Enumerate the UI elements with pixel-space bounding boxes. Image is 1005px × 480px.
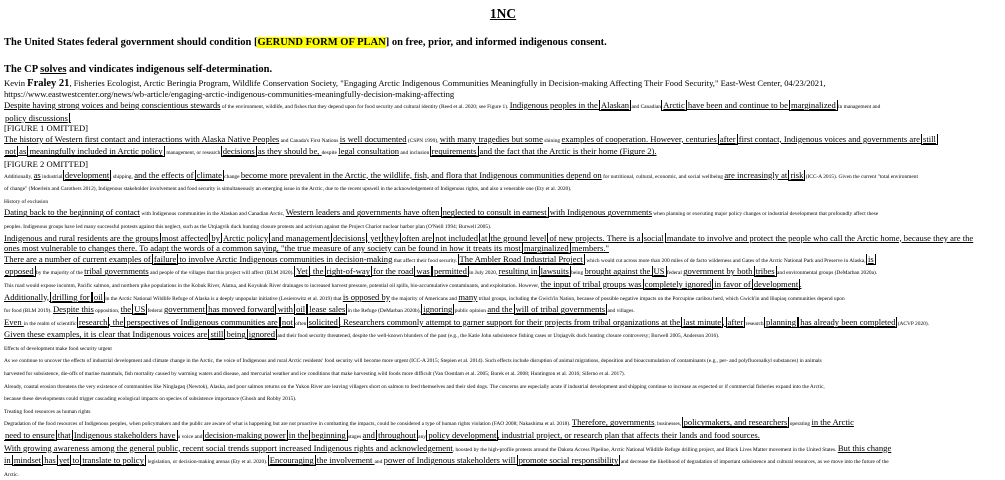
boxed-highlight: Yet xyxy=(296,266,308,277)
boxed-highlight: tribes xyxy=(755,266,775,277)
citation-author-year: Fraley 21 xyxy=(27,78,70,89)
card-line xyxy=(4,329,1002,342)
underlined-text: and xyxy=(362,430,378,441)
boxed-highlight: failure xyxy=(153,253,177,264)
boxed-highlight: permitted xyxy=(433,266,467,277)
cp-tag-end: and vindicates indigenous self-determination. xyxy=(66,64,273,75)
underlined-text: , industrial project, or research plan that affects their lands and food sources. xyxy=(497,430,760,441)
underlined-text: government by both xyxy=(683,266,755,277)
boxed-highlight: policymakers, and researchers xyxy=(683,417,788,428)
boxed-highlight: most affected xyxy=(161,232,209,243)
boxed-highlight: the ground level xyxy=(490,232,547,243)
card-line xyxy=(4,243,1002,254)
card-line xyxy=(4,455,1002,468)
boxed-highlight: not xyxy=(281,316,293,327)
underlined-text: But this change xyxy=(837,442,892,453)
underlined-text: Indigenous and rural residents are the groups xyxy=(4,232,161,243)
small-text: in the Refuge (DeMarban 2020b), xyxy=(346,308,423,315)
underlined-text: is opposed by xyxy=(342,291,391,302)
boxed-highlight: yet xyxy=(58,455,70,466)
underlined-text: . Researchers commonly attempt to garner support for their projects from tribal organizations at the xyxy=(338,316,683,327)
small-text: and xyxy=(374,459,384,466)
small-text: and decrease the likelihood of degradation of important subsistence and cultural resources, as we move into the future of the xyxy=(619,459,889,466)
boxed-highlight: Indigenous stakeholders have xyxy=(73,430,176,441)
underlined-text: the input of tribal groups was xyxy=(540,278,644,289)
small-text: in the realm of scientific xyxy=(23,320,78,327)
small-text: and people of the villages that this project will affect (BLM 2020). xyxy=(148,270,296,277)
boxed-highlight: development xyxy=(753,278,799,289)
boxed-highlight: was xyxy=(416,266,430,277)
underlined-text: , xyxy=(722,316,727,327)
boxed-highlight: development xyxy=(64,169,110,180)
card-line xyxy=(4,430,1002,443)
boxed-highlight: perspectives of Indigenous communities are xyxy=(126,316,278,327)
underlined-text: tribal governments xyxy=(84,266,149,277)
underlined-text: to involve Arctic Indigenous communities in decision-making xyxy=(177,253,393,264)
small-text: Arctic. xyxy=(4,471,19,478)
plan-placeholder-highlight: GERUND FORM OF PLAN xyxy=(257,37,386,48)
small-text: , boosted by the high-profile protests around the Dakota Access Pipeline, Arctic National Wildlife Refuge drilling project, and Black Lives Matter movement in the United States. xyxy=(452,446,838,453)
boxed-highlight: marginalized xyxy=(791,100,836,110)
underlined-text: With growing awareness among the general public, recent social trends support increased Indigenous rights and acknowledgement xyxy=(4,442,453,453)
boxed-highlight: oil xyxy=(296,304,306,315)
boxed-highlight: ignoring xyxy=(423,304,453,315)
plan-text xyxy=(4,36,1002,49)
small-text: for nutritional, cultural, economic, and social wellbeing xyxy=(601,173,725,180)
small-text: with Indigenous communities in the Alaskan and Canadian Arctic, xyxy=(140,211,286,218)
underlined-text: Given these examples, it is clear that Indigenous voices are xyxy=(4,329,210,340)
small-text: of change" (Moerlein and Carothers 2012), Indigenous stakeholder involvement and food security is simultaneously an emerging issue in the Arctic, due to the recent upswell in the acknowledgement of Indigenous rights, and also a venerable one (Ety et al. 2020). xyxy=(4,186,572,193)
card-line xyxy=(4,342,1002,355)
underlined-text: Despite this xyxy=(52,304,94,315)
small-text: , which would cut across more than 200 miles of de facto wilderness and Gates of the Arctic National Park and Preserve in Alaska, xyxy=(583,257,867,264)
underlined-text: power of Indigenous stakeholders will xyxy=(383,455,518,466)
card-line xyxy=(4,254,1002,267)
boxed-highlight: solicited xyxy=(308,316,338,327)
boxed-highlight: beginning xyxy=(311,430,346,441)
small-text: that affect their food security. xyxy=(392,257,459,264)
boxed-highlight: throughout xyxy=(378,430,416,441)
boxed-highlight: neglected to consult in earnest xyxy=(442,207,547,218)
underlined-text: brought against the xyxy=(584,266,653,277)
small-text: and villages. xyxy=(606,308,635,315)
citation-author-first: Kevin xyxy=(4,78,28,88)
card-line xyxy=(4,170,1002,183)
boxed-highlight: US xyxy=(653,266,665,277)
small-text: operating xyxy=(788,421,812,428)
underlined-text: being xyxy=(224,329,248,340)
card-line xyxy=(4,443,1002,456)
card-line xyxy=(4,405,1002,418)
card-line xyxy=(4,195,1002,208)
underlined-text: government xyxy=(163,304,208,315)
underlined-text: in favor of xyxy=(712,278,753,289)
underlined-text: Dating back to the beginning of contact xyxy=(4,207,141,218)
underlined-text: have been and continue to be xyxy=(685,100,791,110)
boxed-highlight: planning xyxy=(765,316,797,327)
small-text: Treating food resources as human rights xyxy=(4,408,91,415)
card-line xyxy=(4,123,1002,134)
underlined-text: that xyxy=(55,430,73,441)
small-text: Already, coastal erosion threatens the very existence of communities like Ninglagaq (Newtok), Alaska, and poor salmon returns on the Yukon River are leaving villagers short on salmon to feed themselves and their sled dogs. The concerns are especially acute if industrial development and shipping continue to increase as expected or if commercial fisheries expand into the Arctic, xyxy=(4,383,825,390)
card-line xyxy=(4,380,1002,393)
underlined-text: as xyxy=(33,169,41,180)
underlined-text: legal consultation xyxy=(338,146,400,157)
small-text: public opinion xyxy=(453,308,488,315)
underlined-text: There are a number of current examples of xyxy=(4,253,153,264)
underlined-text: , the xyxy=(108,316,126,327)
underlined-text: at xyxy=(479,232,490,243)
label-text: [FIGURE 2 OMITTED] xyxy=(4,158,89,169)
small-text: tribal groups, including the Gwich'in Nation, because of possible negative impacts on the Porcupine caribou herd, which Gwich'in and Iñupiaq communities depend upon xyxy=(477,295,845,302)
underlined-text: , the xyxy=(308,266,326,277)
boxed-highlight: still xyxy=(923,133,936,144)
card-line xyxy=(4,317,1002,330)
boxed-highlight: after xyxy=(719,133,736,144)
document-page xyxy=(4,0,1002,480)
underlined-text: become more prevalent in the Arctic, the wildlife, fish, and flora that Indigenous communities depend on xyxy=(240,169,602,180)
boxed-highlight: Arctic policy xyxy=(223,232,269,243)
small-text: harvested for subsistence, die-offs of marine mammals, fish mortality caused by warming waters and disease, and mercurial weather and ice conditions that make harvesting wild foods more difficult (Van Oostdam et al. 2005; Burek et al. 2008; Huntington et al. 2016; Siferno et al. 2017). xyxy=(4,371,626,378)
underlined-text: the xyxy=(120,304,134,315)
underlined-text: many xyxy=(458,291,478,302)
small-text: despite xyxy=(321,150,339,157)
card-line xyxy=(4,100,1002,113)
boxed-highlight: Encouraging xyxy=(269,455,314,466)
boxed-highlight: after xyxy=(727,316,744,327)
underlined-text: , yet xyxy=(365,232,383,243)
small-text: of the environment, wildlife, and fishes that they depend upon for food security and cultural identity (Reed et al. 2020; see Figure 1). xyxy=(220,104,510,110)
underlined-text: has xyxy=(42,455,58,466)
boxed-highlight: mindset xyxy=(13,455,42,466)
boxed-highlight: meaningfully included in Arctic policy xyxy=(29,146,163,157)
citation-url: https://www.eastwestcenter.org/news/wb-article/engaging-arctic-indigenous-communities-meaningfully-decision-making-affecting xyxy=(4,89,455,99)
underlined-text: as they should be, xyxy=(255,146,322,157)
boxed-highlight: has moved forward xyxy=(208,304,275,315)
boxed-highlight: not included xyxy=(435,232,478,243)
boxed-highlight: right-of-way xyxy=(326,266,371,277)
boxed-highlight: is xyxy=(867,253,874,264)
boxed-highlight: not xyxy=(5,146,16,157)
underlined-text: by xyxy=(209,232,223,243)
underlined-text: The history of Western first contact and interactions with Alaska Native Peoples xyxy=(4,133,280,144)
boxed-highlight: The Ambler Road Industrial Project xyxy=(459,253,583,264)
cp-tag-start: The CP xyxy=(4,64,41,75)
small-text: any xyxy=(416,434,428,441)
small-text: (ACVP 2020). xyxy=(896,320,929,327)
underlined-text: . xyxy=(68,112,71,123)
card-line xyxy=(4,220,1002,233)
boxed-highlight: opposed xyxy=(5,266,34,277)
underlined-text: examples of cooperation. However, centuries xyxy=(561,133,719,144)
underlined-text: first contact, Indigenous voices and governments are xyxy=(736,133,923,144)
underlined-text: with xyxy=(275,304,296,315)
small-text: often xyxy=(293,320,308,327)
boxed-highlight: social xyxy=(643,232,664,243)
small-text: by the majority of the xyxy=(34,270,85,277)
small-text: when planning or executing major policy changes or industrial development that profoundly affect these xyxy=(651,211,879,218)
small-text: and environmental groups (DeMarban 2020a). xyxy=(775,270,878,277)
boxed-highlight: promote social responsibility xyxy=(518,455,619,466)
small-text: because these developments could trigger cascading ecological impacts on species of subsistence importance (Ghosh and Robby 2015). xyxy=(4,396,297,403)
underlined-text: resulting in xyxy=(498,266,540,277)
small-text: stages xyxy=(346,434,363,441)
boxed-highlight: they xyxy=(383,232,399,243)
boxed-highlight: need to ensure xyxy=(5,430,55,441)
small-text: , shipping, xyxy=(110,173,135,180)
card-line xyxy=(4,354,1002,367)
small-text: As we continue to uncover the effects of industrial development and climate change in the Arctic, the voice of Indigenous and rural Arctic residents' food security will become more urgent (ICC-A 2015; Stepien et al. 2014). Such effects include disruption of animal migrations, deposition and bioaccumulation of contaminants (e.g., per- and polyfluoroalkyl substances) in animals xyxy=(4,358,822,365)
label-text: [FIGURE 1 OMITTED] xyxy=(4,123,89,134)
underlined-text: in the Arctic xyxy=(811,417,854,428)
small-text: , management, or research xyxy=(163,150,222,157)
underlined-text: and the effects of xyxy=(134,169,196,180)
underlined-text: mandate to involve and protect the people who call the Arctic home, because they are the xyxy=(664,232,974,243)
underlined-text: Even xyxy=(4,316,24,327)
small-text: opposition, xyxy=(93,308,121,315)
cp-tag-underlined: solves xyxy=(40,64,67,75)
underlined-text: with many tragedies but some xyxy=(439,133,543,144)
boxed-highlight: last minute xyxy=(683,316,722,327)
boxed-highlight: has already been completed xyxy=(800,316,896,327)
underlined-text: of new projects. There is a xyxy=(547,232,643,243)
boxed-highlight: Arctic xyxy=(663,100,685,110)
small-text: This road would expose incomm, Pacific salmon, and northern pike populations in the Kobuk River, Alatna, and Koyukuk River drainages to increased harvest pressure, potential oil spills, bio-accumulative contaminants, and exploitation. However, xyxy=(4,282,541,289)
boxed-highlight: lawsuits xyxy=(540,266,569,277)
card-line xyxy=(4,279,1002,292)
underlined-text: Additionally, xyxy=(4,291,52,302)
boxed-highlight: policy discussions xyxy=(5,112,68,123)
small-text: , legislation, or decision-making arenas (Ety et al. 2020). xyxy=(144,459,269,466)
underlined-text: members." xyxy=(569,243,609,254)
boxed-highlight: decision-making power xyxy=(204,430,286,441)
document-title: 1NC xyxy=(489,6,517,21)
boxed-highlight: climate xyxy=(196,169,222,180)
small-text: and Canada's First Nations xyxy=(279,137,340,144)
boxed-highlight: risk xyxy=(790,169,804,180)
underlined-text: and management xyxy=(269,232,332,243)
boxed-highlight: decisions xyxy=(222,146,255,157)
small-text: federal xyxy=(665,270,684,277)
underlined-text: ones most vulnerable to changes there. To adapt the words of a common saying, "the true measure of any society can be found in how it treats its most xyxy=(4,243,523,254)
boxed-highlight: requirements xyxy=(431,146,477,157)
card-line xyxy=(4,417,1002,430)
small-text: History of exclusion xyxy=(4,198,49,205)
underlined-text: Indigenous peoples in the xyxy=(509,100,600,110)
small-text: for food (BLM 2019). xyxy=(4,308,53,315)
boxed-highlight: ignored xyxy=(248,329,276,340)
card-line xyxy=(4,146,1002,159)
citation xyxy=(4,78,1002,89)
small-text: Additionally, xyxy=(4,173,34,180)
underlined-text: to xyxy=(70,455,82,466)
card-line xyxy=(4,113,1002,124)
small-text: change xyxy=(222,173,241,180)
underlined-text: in the xyxy=(286,430,311,441)
card-line xyxy=(4,207,1002,220)
small-text: in the Arctic National Wildlife Refuge of Alaska is a deeply unpopular initiative (Lesierowitz et al. 2019) that xyxy=(103,295,343,302)
underlined-text: for the road xyxy=(371,266,416,277)
card-line xyxy=(4,367,1002,380)
small-text: , businesses, xyxy=(654,421,683,428)
small-text: (ICC-A 2015). Given the current "total environment xyxy=(804,173,918,180)
small-text: in management and xyxy=(836,104,881,110)
boxed-highlight: oil xyxy=(93,291,103,302)
underlined-text: in xyxy=(4,455,13,466)
small-text: and Canadian xyxy=(630,104,663,110)
card-line xyxy=(4,134,1002,147)
boxed-highlight: completely ignored xyxy=(644,278,712,289)
underlined-text: are increasingly at xyxy=(724,169,790,180)
underlined-text: Despite having strong voices and being conscientious stewards xyxy=(4,100,221,110)
boxed-highlight: policy development xyxy=(428,430,497,441)
boxed-highlight: drilling for xyxy=(52,291,90,302)
citation-details: , Fisheries Ecologist, Arctic Beringia Program, Wildlife Conservation Society, "Engaging Arctic Indigenous Communities Meaningfully in Decision-making Affecting Their Food Security," East-West Center, 04/23/2021, xyxy=(69,78,826,88)
counterplan-tag xyxy=(4,63,1002,76)
boxed-highlight: still xyxy=(210,329,224,340)
small-text: industrial xyxy=(40,173,64,180)
underlined-text: as xyxy=(16,146,29,157)
boxed-highlight: US xyxy=(134,304,146,315)
small-text: a voice and xyxy=(176,434,204,441)
card-line xyxy=(4,468,1002,480)
small-text: in July 2020, xyxy=(467,270,499,277)
card-line xyxy=(4,182,1002,195)
small-text: Effects of development make food security urgent xyxy=(4,345,112,352)
underlined-text: is well documented xyxy=(339,133,407,144)
underlined-text: the involvement xyxy=(314,455,375,466)
card-body xyxy=(4,100,1002,480)
boxed-highlight: will of tribal governments xyxy=(515,304,606,315)
underlined-text: . xyxy=(799,278,802,289)
small-text: (CSPN 1999), xyxy=(406,137,440,144)
boxed-highlight: decisions xyxy=(332,232,365,243)
card-line xyxy=(4,233,1002,244)
underlined-text: and the fact that the Arctic is their home (Figure 2). xyxy=(477,146,657,157)
plan-text-end: ] on free, prior, and informed indigenous consent. xyxy=(385,37,607,48)
boxed-highlight: lease sales xyxy=(309,304,346,315)
card-line xyxy=(4,292,1002,305)
card-line xyxy=(4,304,1002,317)
small-text: federal xyxy=(146,308,164,315)
small-text: being xyxy=(569,270,585,277)
underlined-text: Therefore, governments xyxy=(571,417,655,428)
card-line xyxy=(4,266,1002,279)
card-line xyxy=(4,392,1002,405)
underlined-text: with Indigenous governments xyxy=(547,207,652,218)
underlined-text: and the xyxy=(487,304,515,315)
boxed-highlight: translate to policy xyxy=(82,455,144,466)
boxed-highlight: research xyxy=(78,316,108,327)
small-text: the majority of Americans and xyxy=(390,295,459,302)
small-text: and inclusion xyxy=(399,150,431,157)
plan-text-start: The United States federal government should condition [ xyxy=(4,37,258,48)
boxed-highlight: marginalized xyxy=(523,243,569,254)
small-text: and their food security threatened, despite the well-known blunders of the past (e.g., the Katie John subsistence fishing cases or Utqiagvik duck hunting closure controversy; Burwell 2005, Anderson 2016). xyxy=(276,333,720,340)
small-text: peoples. Indigenous groups have led many successful protests against this neglect, such as the Utqiagvik duck hunting closure protests and activism against the Project Chariot nuclear harbor plan (O'Neill 1994; Burwell 2005). xyxy=(4,223,492,230)
underlined-text: Western leaders and governments have often xyxy=(285,207,442,218)
small-text: Degradation of the food resources of Indigenous peoples, when policymakers and the public are aware of what is happening but are not proactive in combatting the impacts, could be considered a type of human rights violation (FAO 2008; Nakashima et al. 2018). xyxy=(4,421,572,428)
small-text: research xyxy=(744,320,765,327)
small-text: shining xyxy=(542,137,562,144)
card-line xyxy=(4,159,1002,170)
boxed-highlight: Alaskan xyxy=(600,100,630,110)
underlined-text: often are xyxy=(399,232,435,243)
